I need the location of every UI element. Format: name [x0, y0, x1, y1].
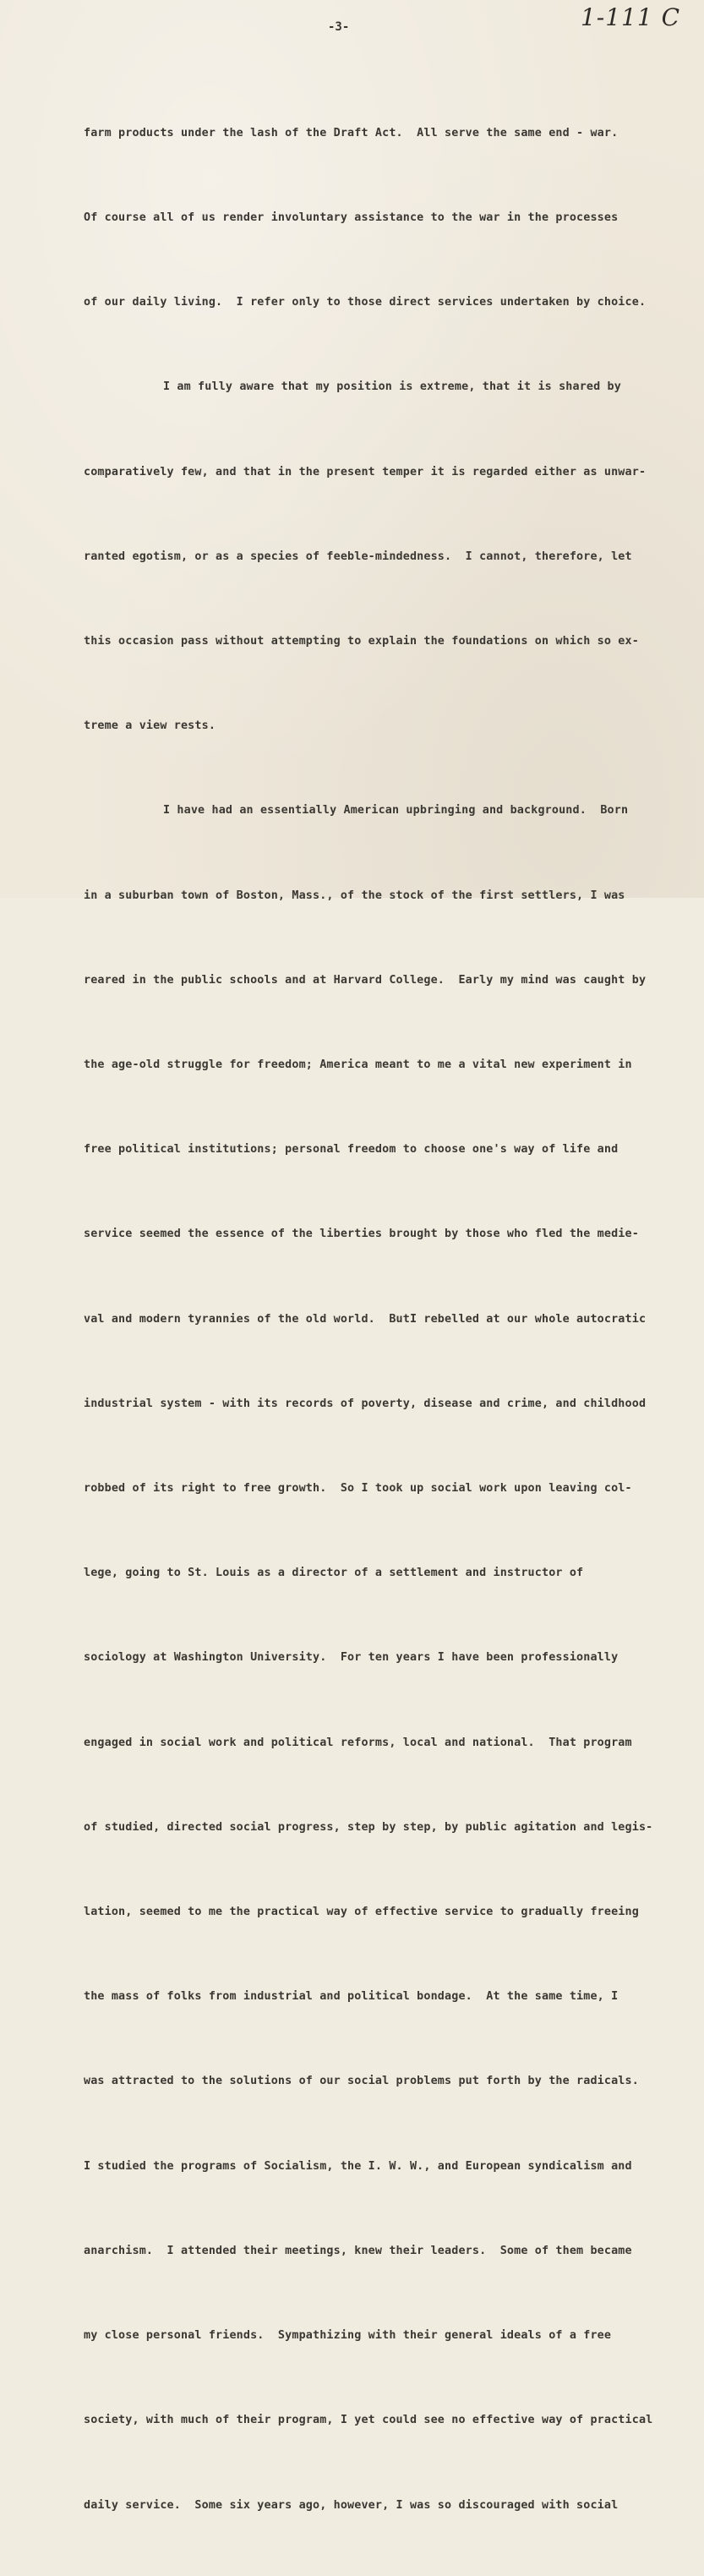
text-line: Of course all of us render involuntary assistance to the war in the processes: [84, 211, 619, 225]
text-line: the mass of folks from industrial and political bondage. At the same time, I: [84, 1990, 619, 2004]
text-line: farm products under the lash of the Draft Act. All serve the same end - war.: [84, 126, 619, 139]
text-line: reared in the public schools and at Harvard College. Early my mind was caught by: [84, 973, 647, 987]
text-line: daily service. Some six years ago, however, I was so discouraged with social: [84, 2498, 619, 2512]
text-line: treme a view rests.: [84, 719, 216, 733]
paragraph-start-line: I am fully aware that my position is extreme, that it is shared by: [163, 380, 621, 394]
text-line: my close personal friends. Sympathizing with their general ideals of a free: [84, 2329, 612, 2343]
text-line: in a suburban town of Boston, Mass., of the stock of the first settlers, I was: [84, 889, 625, 902]
text-line: comparatively few, and that in the present temper it is regarded either as unwar-: [84, 465, 647, 479]
text-line: lege, going to St. Louis as a director of a settlement and instructor of: [84, 1567, 584, 1580]
text-line: free political institutions; personal freedom to choose one's way of life and: [84, 1143, 619, 1157]
text-line: engaged in social work and political reforms, local and national. That program: [84, 1736, 632, 1749]
text-line: anarchism. I attended their meetings, knew their leaders. Some of them became: [84, 2244, 632, 2257]
text-line: ranted egotism, or as a species of feeble-mindedness. I cannot, therefore, let: [84, 550, 632, 563]
body-text: [84, 63, 675, 2576]
text-line: I studied the programs of Socialism, the I. W. W., and European syndicalism and: [84, 2159, 632, 2173]
page-number: -3-: [328, 20, 350, 34]
text-line: lation, seemed to me the practical way of effective service to gradually freeing: [84, 1906, 639, 1919]
text-line: was attracted to the solutions of our social problems put forth by the radicals.: [84, 2075, 639, 2088]
text-line: service seemed the essence of the liberties brought by those who fled the medie-: [84, 1228, 639, 1241]
text-line: industrial system - with its records of poverty, disease and crime, and childhood: [84, 1397, 647, 1410]
text-line: of studied, directed social progress, step by step, by public agitation and legis-: [84, 1820, 653, 1834]
archive-number: 1-111 C: [580, 3, 680, 31]
text-line: val and modern tyrannies of the old world. ButI rebelled at our whole autocratic: [84, 1312, 647, 1326]
text-line: this occasion pass without attempting to explain the foundations on which so ex-: [84, 635, 639, 648]
text-line: sociology at Washington University. For ten years I have been professionally: [84, 1651, 619, 1665]
text-line: of our daily living. I refer only to those direct services undertaken by choice.: [84, 296, 647, 309]
text-line: society, with much of their program, I yet could see no effective way of practical: [84, 2414, 653, 2427]
text-line: robbed of its right to free growth. So I took up social work upon leaving col-: [84, 1482, 632, 1496]
text-line: the age-old struggle for freedom; America meant to me a vital new experiment in: [84, 1058, 632, 1072]
paragraph-start-line: I have had an essentially American upbringing and background. Born: [163, 804, 629, 818]
